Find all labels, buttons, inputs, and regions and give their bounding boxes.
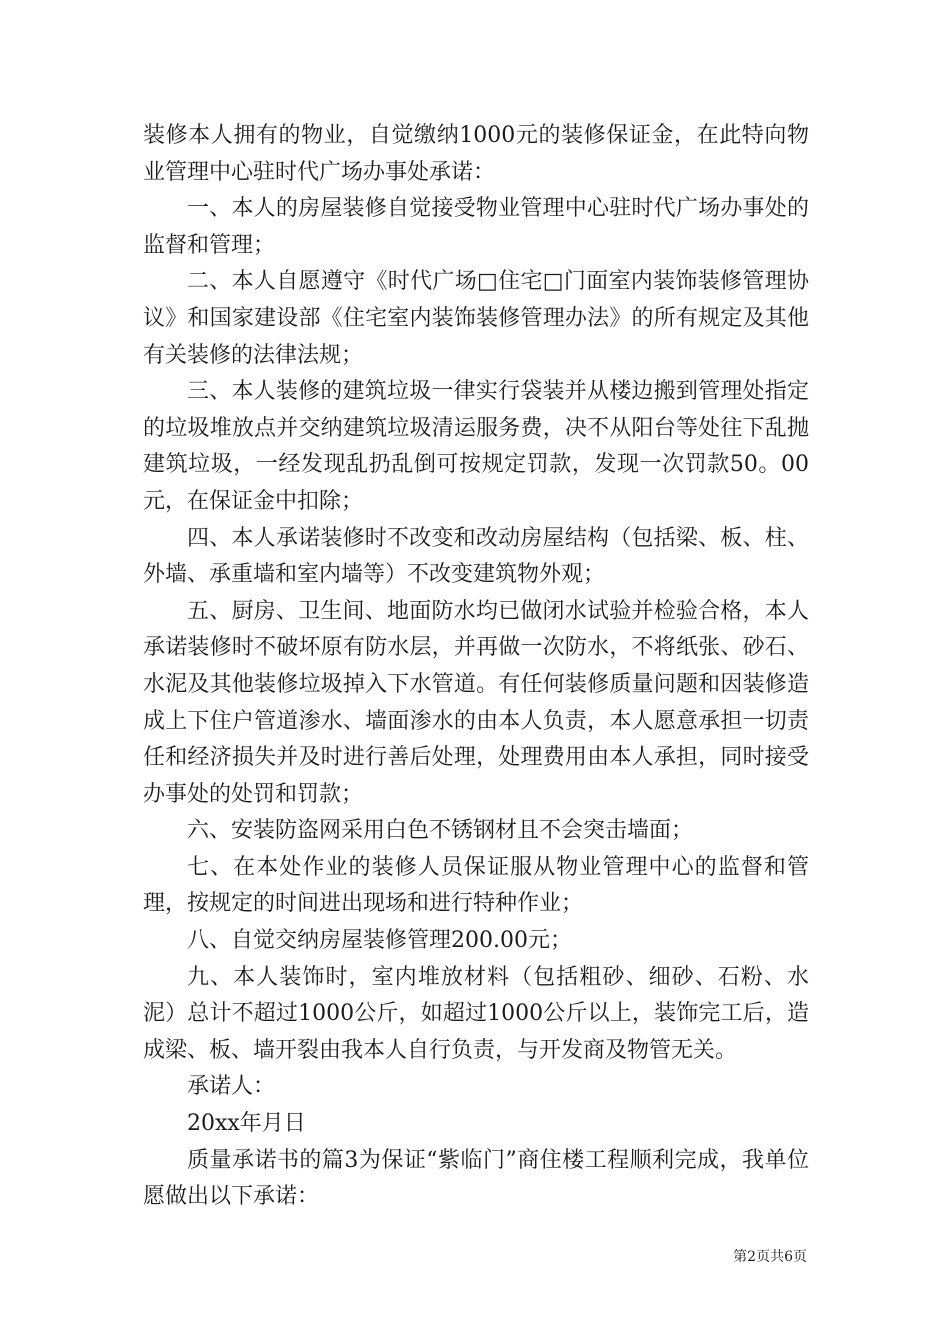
- signatory-label: 承诺人：: [187, 1074, 276, 1100]
- paragraph: 三、本人装修的建筑垃圾一律实行袋装并从楼边搬到管理处指定的垃圾堆放点并交纳建筑垃圾清运服务费，决不从阳台等处往下乱抛建筑垃圾，一经发现乱扔乱倒可按规定罚款，发现一次罚款50。00元，在保证金中扣除；: [143, 379, 809, 514]
- paragraph: 质量承诺书的篇3为保证“紫临门”商住楼工程顺利完成，我单位愿做出以下承诺：: [143, 1147, 809, 1210]
- paragraph: 六、安装防盗网采用白色不锈钢材且不会突击墙面；: [187, 818, 694, 844]
- paragraph: 九、本人装饰时，室内堆放材料（包括粗砂、细砂、石粉、水泥）总计不超过1000公斤，如超过1000公斤以上，装饰完工后，造成梁、板、墙开裂由我本人自行负责，与开发商及物管无关。: [143, 964, 809, 1063]
- paragraph: 装修本人拥有的物业，自觉缴纳1000元的装修保证金，在此特向物业管理中心驻时代广场办事处承诺：: [143, 123, 809, 185]
- paragraph: 一、本人的房屋装修自觉接受物业管理中心驻时代广场办事处的监督和管理；: [143, 196, 809, 258]
- paragraph: 七、在本处作业的装修人员保证服从物业管理中心的监督和管理，按规定的时间进出现场和进行特种作业；: [143, 854, 809, 917]
- date-line: 20xx年月日: [187, 1111, 306, 1137]
- page-number-footer: 第2页共6页: [733, 1249, 807, 1265]
- paragraph: 五、厨房、卫生间、地面防水均已做闭水试验并检验合格，本人承诺装修时不破坏原有防水层，并再做一次防水，不将纸张、砂石、水泥及其他装修垃圾掉入下水管道。有任何装修质量问题和因装修造成上下住户管道渗水、墙面渗水的由本人负责，本人愿意承担一切责任和经济损失并及时进行善后处理，处理费用由本人承担，同时接受办事处的处罚和罚款；: [143, 598, 809, 807]
- paragraph: 二、本人自愿遵守《时代广场□住宅□门面室内装饰装修管理协议》和国家建设部《住宅室内装饰装修管理办法》的所有规定及其他有关装修的法律法规；: [143, 269, 809, 368]
- paragraph: 四、本人承诺装修时不改变和改动房屋结构（包括梁、板、柱、外墙、承重墙和室内墙等）不改变建筑物外观；: [143, 525, 809, 588]
- paragraph: 八、自觉交纳房屋装修管理200.00元；: [187, 928, 572, 954]
- document-body: [143, 118, 809, 1216]
